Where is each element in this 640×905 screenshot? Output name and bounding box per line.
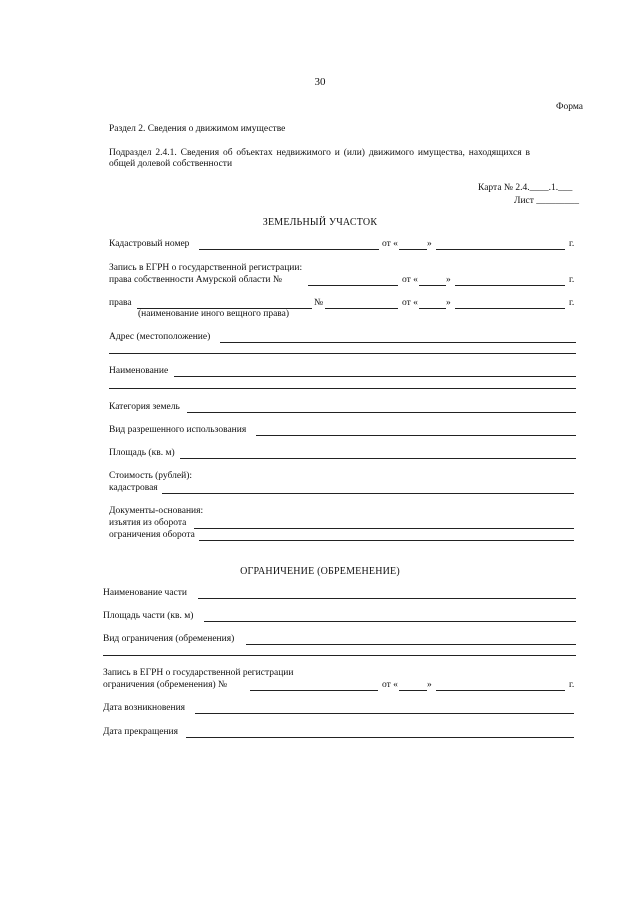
land-plot-heading: ЗЕМЕЛЬНЫЙ УЧАСТОК bbox=[262, 217, 378, 228]
card-number: Карта № 2.4.____.1.___ bbox=[478, 183, 573, 193]
other-right-note: (наименование иного вещного права) bbox=[138, 309, 290, 319]
encumbrance-date-g: г. bbox=[569, 680, 575, 690]
ownership-date-day-field[interactable] bbox=[419, 285, 446, 286]
part-area-field[interactable] bbox=[204, 621, 576, 622]
permitted-use-label: Вид разрешенного использования bbox=[109, 425, 247, 435]
turnover-restriction-label: ограничения оборота bbox=[109, 530, 195, 540]
ownership-right-label: права собственности Амурской области № bbox=[109, 275, 282, 285]
name-label: Наименование bbox=[109, 366, 169, 376]
other-right-date-ot: от « bbox=[402, 298, 418, 308]
documents-label: Документы-основания: bbox=[109, 506, 204, 516]
egrn-record-label: Запись в ЕГРН о государственной регистрации: bbox=[109, 263, 303, 273]
subsection-title-line1: Подраздел 2.4.1. Сведения об объектах недвижимого и (или) движимого имущества, находящихся в bbox=[109, 148, 530, 158]
cadastral-date-g: г. bbox=[569, 239, 575, 249]
ownership-record-number-field[interactable] bbox=[308, 285, 398, 286]
name-field-line2[interactable] bbox=[109, 388, 576, 389]
withdrawal-field[interactable] bbox=[194, 528, 574, 529]
address-label: Адрес (местоположение) bbox=[109, 332, 211, 342]
encumbrance-date-ot: от « bbox=[382, 680, 398, 690]
part-name-label: Наименование части bbox=[103, 588, 188, 598]
form-label: Форма bbox=[556, 102, 584, 112]
encumbrance-record-number-field[interactable] bbox=[250, 690, 378, 691]
cadastral-number-label: Кадастровый номер bbox=[109, 239, 190, 249]
subsection-title-line2: общей долевой собственности bbox=[109, 159, 233, 169]
encumbrance-date-quote: » bbox=[427, 680, 432, 690]
address-field[interactable] bbox=[220, 342, 576, 343]
area-label: Площадь (кв. м) bbox=[109, 448, 175, 458]
withdrawal-label: изъятия из оборота bbox=[109, 518, 187, 528]
encumbrance-egrn-label: Запись в ЕГРН о государственной регистрации bbox=[103, 668, 294, 678]
encumbrance-date-month-year-field[interactable] bbox=[436, 690, 565, 691]
page-number: 30 bbox=[314, 76, 326, 88]
encumbrance-date-day-field[interactable] bbox=[399, 690, 427, 691]
other-right-label: права bbox=[109, 298, 132, 308]
land-category-field[interactable] bbox=[187, 412, 576, 413]
cadastral-date-month-year-field[interactable] bbox=[436, 249, 565, 250]
end-date-label: Дата прекращения bbox=[103, 727, 179, 737]
part-name-field[interactable] bbox=[198, 598, 576, 599]
other-right-number-field[interactable] bbox=[325, 308, 398, 309]
encumbrance-record-label: ограничения (обременения) № bbox=[103, 680, 228, 690]
ownership-date-g: г. bbox=[569, 275, 575, 285]
end-date-field[interactable] bbox=[186, 737, 574, 738]
other-right-date-quote: » bbox=[446, 298, 451, 308]
ownership-date-month-year-field[interactable] bbox=[455, 285, 565, 286]
start-date-field[interactable] bbox=[195, 713, 574, 714]
encumbrance-kind-field-line2[interactable] bbox=[103, 655, 576, 656]
part-area-label: Площадь части (кв. м) bbox=[103, 611, 194, 621]
ownership-date-quote: » bbox=[446, 275, 451, 285]
area-field[interactable] bbox=[180, 458, 576, 459]
cadastral-number-field[interactable] bbox=[199, 249, 379, 250]
cadastral-cost-label: кадастровая bbox=[109, 483, 158, 493]
encumbrance-kind-label: Вид ограничения (обременения) bbox=[103, 634, 235, 644]
start-date-label: Дата возникновения bbox=[103, 703, 186, 713]
section-title: Раздел 2. Сведения о движимом имуществе bbox=[109, 124, 286, 134]
cadastral-date-quote: » bbox=[427, 239, 432, 249]
other-right-date-month-year-field[interactable] bbox=[455, 308, 565, 309]
other-right-date-day-field[interactable] bbox=[419, 308, 446, 309]
other-right-date-g: г. bbox=[569, 298, 575, 308]
ownership-date-ot: от « bbox=[402, 275, 418, 285]
cost-label: Стоимость (рублей): bbox=[109, 471, 192, 481]
land-category-label: Категория земель bbox=[109, 402, 180, 412]
encumbrance-heading: ОГРАНИЧЕНИЕ (ОБРЕМЕНЕНИЕ) bbox=[240, 566, 400, 577]
cadastral-date-ot: от « bbox=[382, 239, 398, 249]
turnover-restriction-field[interactable] bbox=[199, 540, 574, 541]
address-field-line2[interactable] bbox=[109, 353, 576, 354]
sheet-number: Лист _________ bbox=[514, 196, 580, 206]
encumbrance-kind-field[interactable] bbox=[246, 644, 576, 645]
name-field[interactable] bbox=[174, 376, 576, 377]
permitted-use-field[interactable] bbox=[256, 435, 576, 436]
other-right-no: № bbox=[314, 298, 324, 308]
cadastral-cost-field[interactable] bbox=[162, 493, 574, 494]
cadastral-date-day-field[interactable] bbox=[399, 249, 427, 250]
